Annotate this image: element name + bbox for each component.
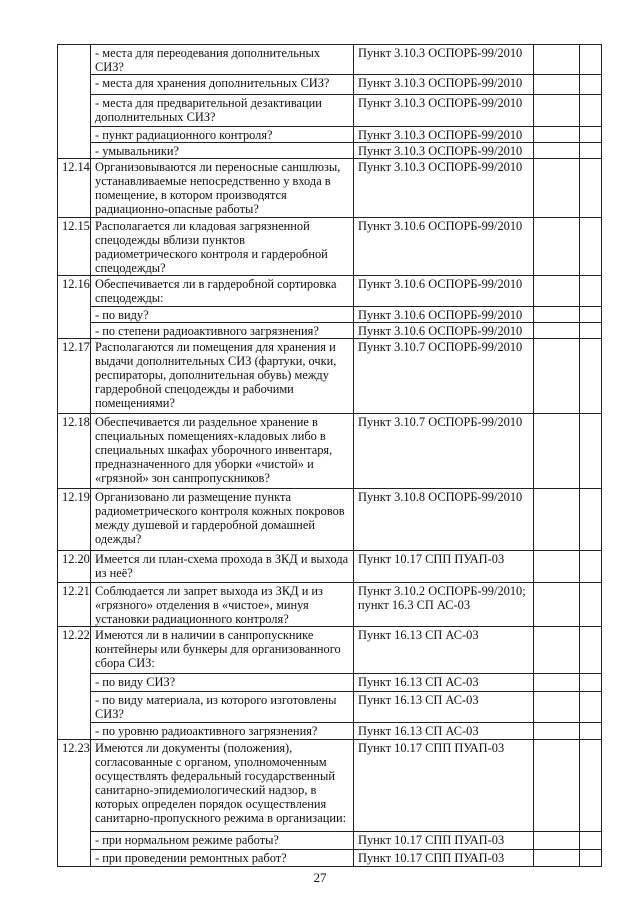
reference-cell: Пункт 3.10.6 ОСПОРБ-99/2010 bbox=[354, 323, 534, 339]
note-cell bbox=[580, 159, 602, 218]
reference-cell: Пункт 10.17 СПП ПУАП-03 bbox=[354, 850, 534, 867]
item-number: 12.21 bbox=[58, 583, 91, 627]
question-cell: Обеспечивается ли раздельное хранение в специальных помещениях-кладовых либо в специальных шкафах уборочного инвентаря, предназначенного для уборки «чистой» и «грязной» зон санпропускников? bbox=[91, 414, 354, 489]
table-row bbox=[58, 692, 602, 723]
table-row bbox=[58, 75, 602, 95]
table-row bbox=[58, 95, 602, 127]
item-number: 12.14 bbox=[58, 159, 91, 218]
item-number bbox=[58, 45, 91, 159]
note-cell bbox=[580, 674, 602, 692]
question-cell: Располагается ли кладовая загрязненной спецодежды вблизи пунктов радиометрического контроля и гардеробной спецодежды? bbox=[91, 218, 354, 276]
reference-cell: Пункт 16.13 СП АС-03 bbox=[354, 692, 534, 723]
item-number: 12.17 bbox=[58, 339, 91, 414]
note-cell bbox=[580, 627, 602, 674]
checklist-table bbox=[57, 44, 602, 867]
reference-cell: Пункт 16.13 СП АС-03 bbox=[354, 627, 534, 674]
answer-cell bbox=[534, 627, 580, 674]
reference-cell: Пункт 3.10.3 ОСПОРБ-99/2010 bbox=[354, 75, 534, 95]
question-cell: Имеются ли документы (положения), согласованные с органом, уполномоченным осуществлять федеральный государственный санитарно-эпидемиологический надзор, в которых определен порядок осуществления санитарно-пропускного режима в организации: bbox=[91, 740, 354, 832]
item-number: 12.15 bbox=[58, 218, 91, 276]
page-number: 27 bbox=[313, 870, 327, 885]
table-row bbox=[58, 276, 602, 307]
answer-cell bbox=[534, 307, 580, 323]
reference-cell: Пункт 16.13 СП АС-03 bbox=[354, 723, 534, 740]
answer-cell bbox=[534, 674, 580, 692]
note-cell bbox=[580, 339, 602, 414]
question-cell: - по виду? bbox=[91, 307, 354, 323]
reference-cell: Пункт 3.10.8 ОСПОРБ-99/2010 bbox=[354, 489, 534, 551]
question-cell: - при проведении ремонтных работ? bbox=[91, 850, 354, 867]
answer-cell bbox=[534, 583, 580, 627]
table-row bbox=[58, 143, 602, 159]
question-cell: Организовываются ли переносные саншлюзы, устанавливаемые непосредственно у входа в помещение, в котором производятся радиационно-опасные работы? bbox=[91, 159, 354, 218]
note-cell bbox=[580, 95, 602, 127]
answer-cell bbox=[534, 218, 580, 276]
question-cell: Имеется ли план-схема прохода в ЗКД и выхода из неё? bbox=[91, 551, 354, 583]
note-cell bbox=[580, 583, 602, 627]
question-cell: - пункт радиационного контроля? bbox=[91, 127, 354, 143]
answer-cell bbox=[534, 850, 580, 867]
note-cell bbox=[580, 832, 602, 850]
table-row bbox=[58, 414, 602, 489]
question-cell: - по виду СИЗ? bbox=[91, 674, 354, 692]
table-row bbox=[58, 45, 602, 75]
question-cell: Обеспечивается ли в гардеробной сортировка спецодежды: bbox=[91, 276, 354, 307]
item-number: 12.23 bbox=[58, 740, 91, 867]
answer-cell bbox=[534, 692, 580, 723]
answer-cell bbox=[534, 323, 580, 339]
answer-cell bbox=[534, 740, 580, 832]
reference-cell: Пункт 3.10.7 ОСПОРБ-99/2010 bbox=[354, 414, 534, 489]
table-row bbox=[58, 339, 602, 414]
table-row bbox=[58, 218, 602, 276]
note-cell bbox=[580, 276, 602, 307]
answer-cell bbox=[534, 723, 580, 740]
question-cell: Располагаются ли помещения для хранения и выдачи дополнительных СИЗ (фартуки, очки, респираторы, дополнительная обувь) между гардеробной спецодежды и рабочими помещениями? bbox=[91, 339, 354, 414]
note-cell bbox=[580, 551, 602, 583]
table-row bbox=[58, 551, 602, 583]
note-cell bbox=[580, 723, 602, 740]
reference-cell: Пункт 3.10.2 ОСПОРБ-99/2010; пункт 16.3 СП АС-03 bbox=[354, 583, 534, 627]
item-number: 12.19 bbox=[58, 489, 91, 551]
answer-cell bbox=[534, 75, 580, 95]
table-row bbox=[58, 723, 602, 740]
question-cell: - по виду материала, из которого изготовлены СИЗ? bbox=[91, 692, 354, 723]
table-row bbox=[58, 850, 602, 867]
reference-cell: Пункт 3.10.3 ОСПОРБ-99/2010 bbox=[354, 159, 534, 218]
table-row bbox=[58, 159, 602, 218]
note-cell bbox=[580, 323, 602, 339]
reference-cell: Пункт 3.10.3 ОСПОРБ-99/2010 bbox=[354, 95, 534, 127]
answer-cell bbox=[534, 414, 580, 489]
reference-cell: Пункт 3.10.3 ОСПОРБ-99/2010 bbox=[354, 127, 534, 143]
item-number: 12.20 bbox=[58, 551, 91, 583]
note-cell bbox=[580, 740, 602, 832]
answer-cell bbox=[534, 127, 580, 143]
note-cell bbox=[580, 307, 602, 323]
item-number: 12.16 bbox=[58, 276, 91, 339]
answer-cell bbox=[534, 832, 580, 850]
answer-cell bbox=[534, 159, 580, 218]
table-row bbox=[58, 583, 602, 627]
reference-cell: Пункт 10.17 СПП ПУАП-03 bbox=[354, 551, 534, 583]
question-cell: - места для хранения дополнительных СИЗ? bbox=[91, 75, 354, 95]
note-cell bbox=[580, 143, 602, 159]
answer-cell bbox=[534, 551, 580, 583]
reference-cell: Пункт 3.10.3 ОСПОРБ-99/2010 bbox=[354, 45, 534, 75]
reference-cell: Пункт 3.10.6 ОСПОРБ-99/2010 bbox=[354, 307, 534, 323]
answer-cell bbox=[534, 489, 580, 551]
table-row bbox=[58, 489, 602, 551]
answer-cell bbox=[534, 45, 580, 75]
note-cell bbox=[580, 127, 602, 143]
table-row bbox=[58, 740, 602, 832]
reference-cell: Пункт 3.10.6 ОСПОРБ-99/2010 bbox=[354, 276, 534, 307]
table-row bbox=[58, 307, 602, 323]
reference-cell: Пункт 3.10.6 ОСПОРБ-99/2010 bbox=[354, 218, 534, 276]
question-cell: Соблюдается ли запрет выхода из ЗКД и из «грязного» отделения в «чистое», минуя установки радиационного контроля? bbox=[91, 583, 354, 627]
table-row bbox=[58, 832, 602, 850]
reference-cell: Пункт 3.10.7 ОСПОРБ-99/2010 bbox=[354, 339, 534, 414]
question-cell: Организовано ли размещение пункта радиометрического контроля кожных покровов между душевой и гардеробной домашней одежды? bbox=[91, 489, 354, 551]
item-number: 12.18 bbox=[58, 414, 91, 489]
answer-cell bbox=[534, 339, 580, 414]
note-cell bbox=[580, 692, 602, 723]
answer-cell bbox=[534, 95, 580, 127]
answer-cell bbox=[534, 143, 580, 159]
question-cell: - места для предварительной дезактивации дополнительных СИЗ? bbox=[91, 95, 354, 127]
question-cell: - по уровню радиоактивного загрязнения? bbox=[91, 723, 354, 740]
note-cell bbox=[580, 850, 602, 867]
question-cell: - умывальники? bbox=[91, 143, 354, 159]
question-cell: - по степени радиоактивного загрязнения? bbox=[91, 323, 354, 339]
question-cell: - при нормальном режиме работы? bbox=[91, 832, 354, 850]
table-row bbox=[58, 323, 602, 339]
reference-cell: Пункт 10.17 СПП ПУАП-03 bbox=[354, 832, 534, 850]
table-row bbox=[58, 674, 602, 692]
question-cell: Имеются ли в наличии в санпропускнике контейнеры или бункеры для организованного сбора СИЗ: bbox=[91, 627, 354, 674]
reference-cell: Пункт 16.13 СП АС-03 bbox=[354, 674, 534, 692]
answer-cell bbox=[534, 276, 580, 307]
question-cell: - места для переодевания дополнительных СИЗ? bbox=[91, 45, 354, 75]
note-cell bbox=[580, 45, 602, 75]
note-cell bbox=[580, 75, 602, 95]
reference-cell: Пункт 3.10.3 ОСПОРБ-99/2010 bbox=[354, 143, 534, 159]
item-number: 12.22 bbox=[58, 627, 91, 740]
note-cell bbox=[580, 489, 602, 551]
table-row bbox=[58, 127, 602, 143]
reference-cell: Пункт 10.17 СПП ПУАП-03 bbox=[354, 740, 534, 832]
note-cell bbox=[580, 414, 602, 489]
note-cell bbox=[580, 218, 602, 276]
table-row bbox=[58, 627, 602, 674]
